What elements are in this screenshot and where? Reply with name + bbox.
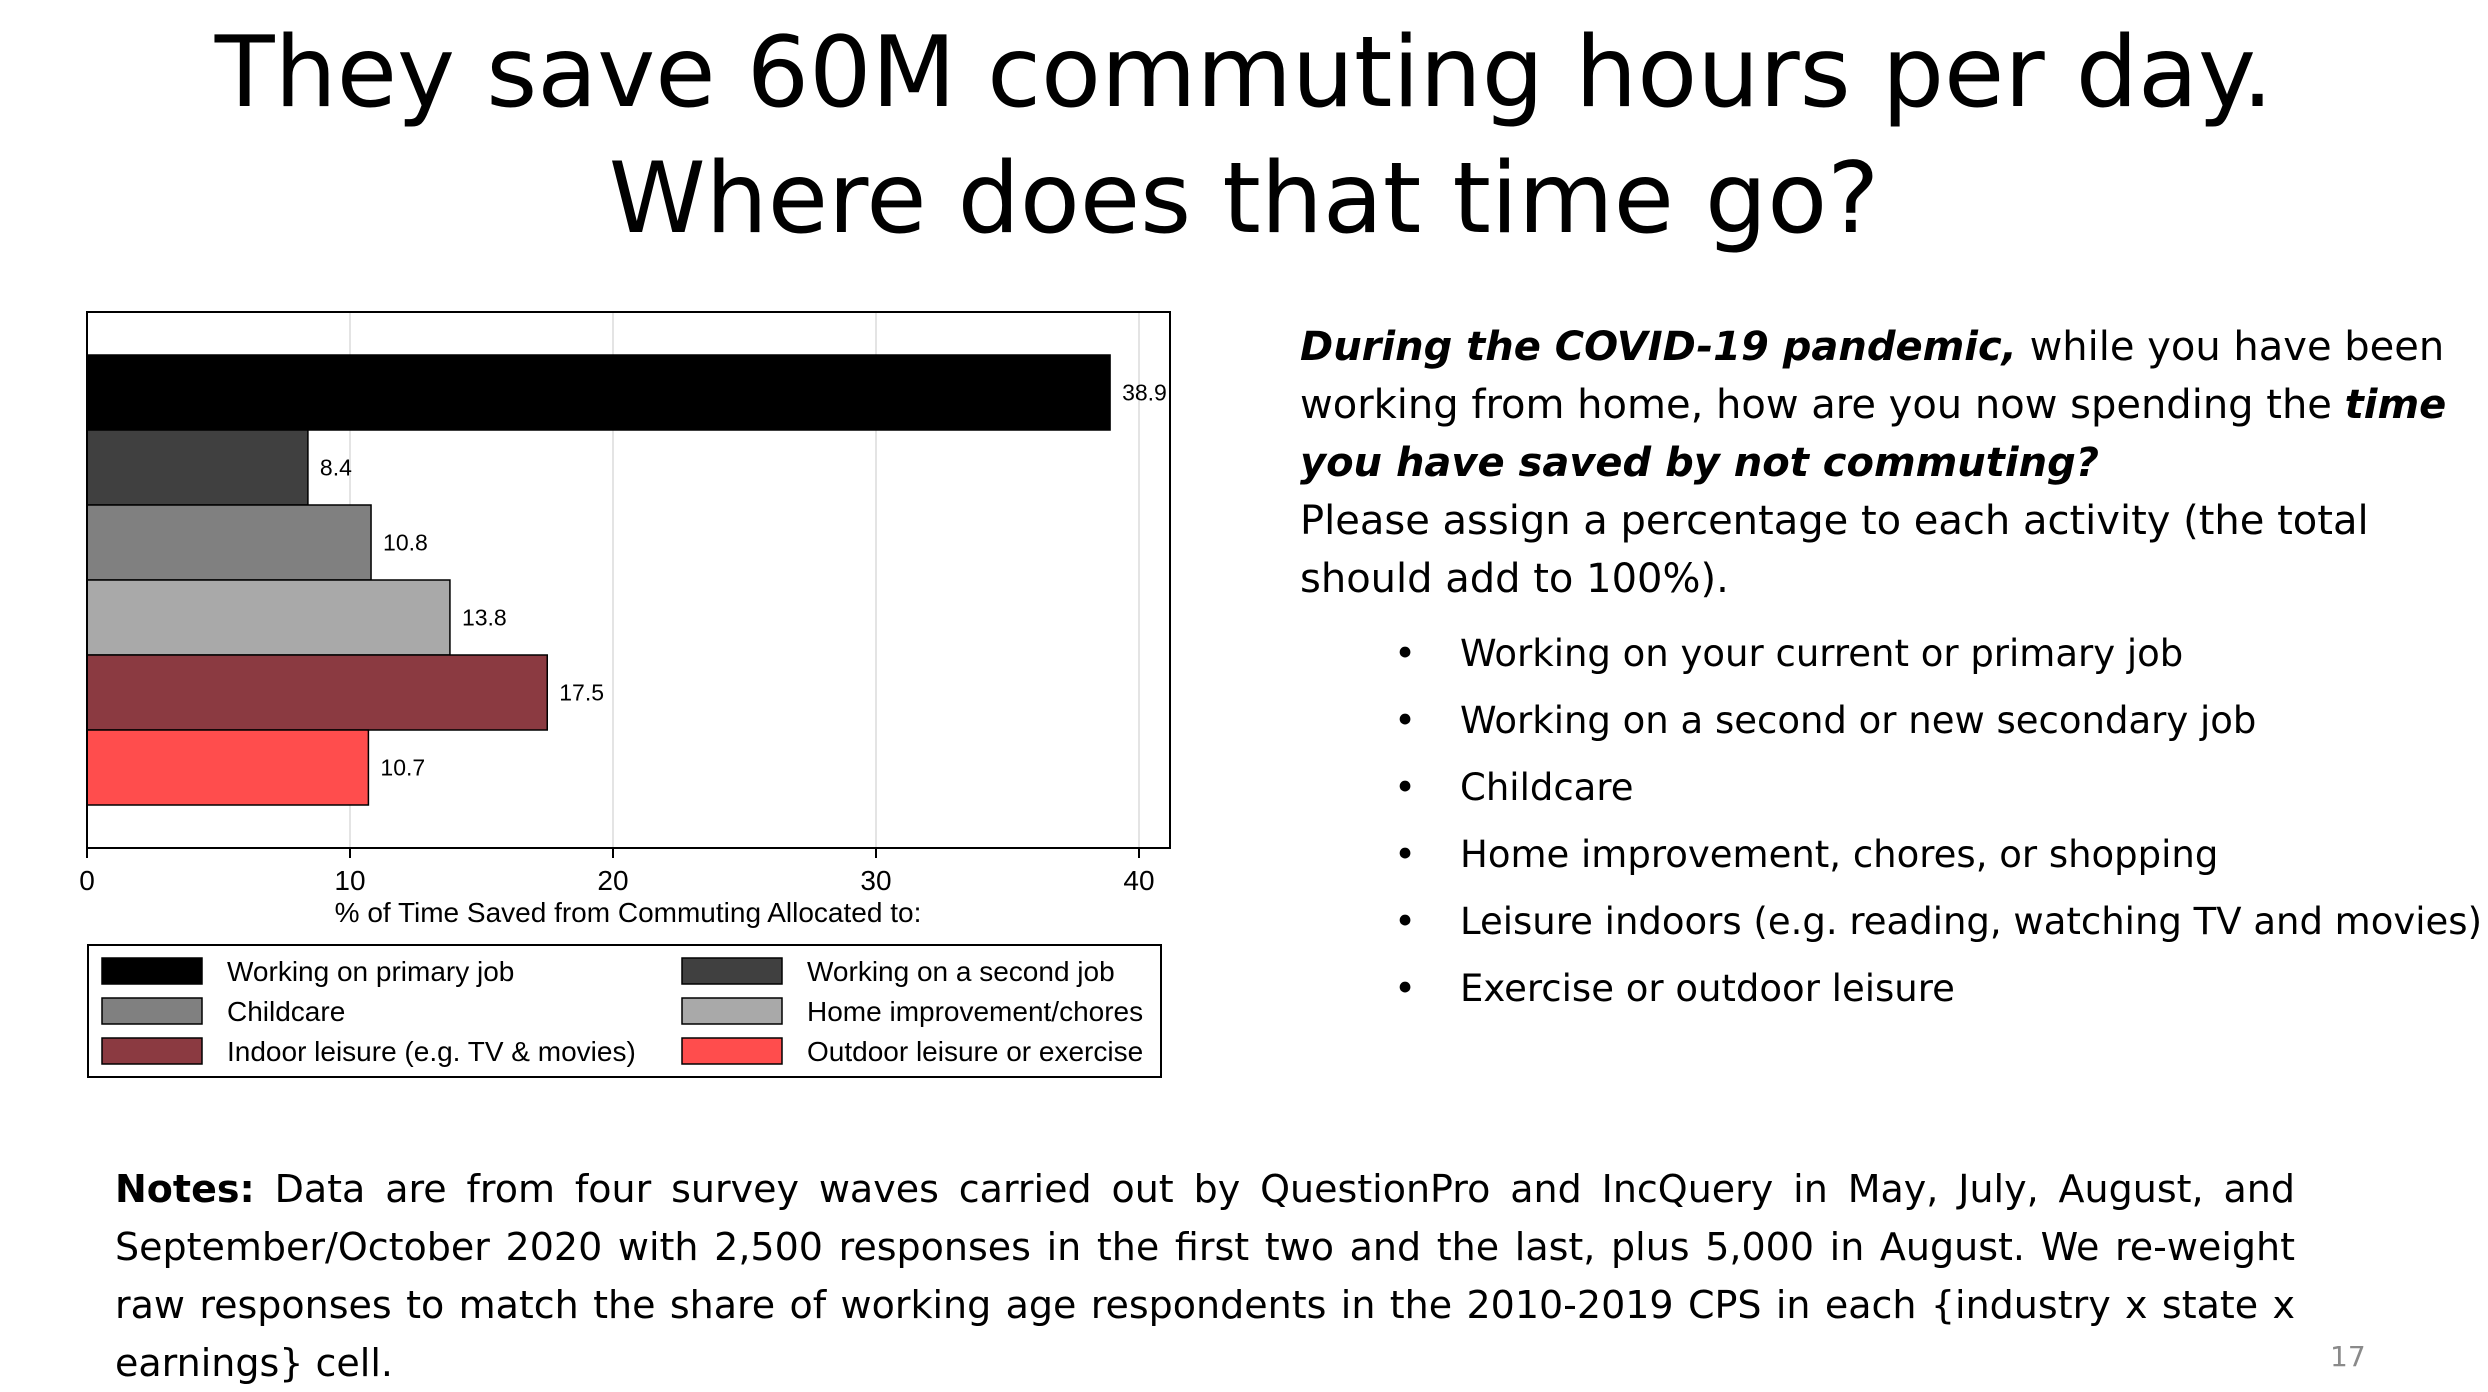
- legend-swatch: [682, 1038, 782, 1064]
- bullet-icon: •: [1394, 766, 1416, 809]
- legend-swatch: [102, 1038, 202, 1064]
- legend-label: Childcare: [227, 996, 346, 1027]
- activity-list-item: [1390, 888, 2482, 955]
- notes-text: Data are from four survey waves carried out by QuestionPro and IncQuery in May, July, August, and September/October 2020 with 2,500 responses in the first two and the last, plus 5,000 in August. We re-weight raw responses to match the share of working age respondents in the 2010-2019 CPS in each {industry x state x earnings} cell.: [115, 1167, 2295, 1385]
- x-axis-label: % of Time Saved from Commuting Allocated to:: [334, 897, 922, 928]
- bar-value-label: 8.4: [319, 454, 352, 481]
- question-emphasis-pandemic: During the COVID-19 pandemic,: [1300, 324, 2017, 370]
- page-number: 17: [2330, 1340, 2366, 1373]
- x-tick-label: 40: [1123, 865, 1155, 896]
- x-tick-label: 20: [597, 865, 629, 896]
- x-tick-label: 30: [860, 865, 892, 896]
- activity-label: Working on your current or primary job: [1460, 632, 2184, 675]
- x-tick-label: 10: [334, 865, 366, 896]
- bullet-icon: •: [1394, 632, 1416, 675]
- title-line-1: They save 60M commuting hours per day.: [214, 16, 2274, 130]
- x-tick-label: 0: [79, 865, 95, 896]
- bar: [87, 505, 371, 580]
- activity-list-item: [1390, 754, 2482, 821]
- legend-label: Outdoor leisure or exercise: [807, 1036, 1144, 1067]
- legend-swatch: [682, 998, 782, 1024]
- activity-list-item: [1390, 821, 2482, 888]
- legend-swatch: [102, 998, 202, 1024]
- activity-label: Exercise or outdoor leisure: [1460, 967, 1955, 1010]
- bar-value-label: 13.8: [461, 604, 507, 631]
- legend-swatch: [682, 958, 782, 984]
- bar-value-label: 17.5: [559, 679, 605, 706]
- title-line-2: Where does that time go?: [608, 142, 1880, 256]
- notes-label: Notes:: [115, 1167, 255, 1211]
- question-emphasis-time: time you have saved by not commuting?: [1300, 382, 2447, 486]
- bar-value-label: 10.7: [380, 754, 426, 781]
- activity-label: Childcare: [1460, 766, 1634, 809]
- bar-value-label: 38.9: [1122, 379, 1167, 406]
- legend-label: Working on a second job: [807, 956, 1115, 987]
- legend-label: Home improvement/chores: [807, 996, 1144, 1027]
- bar: [87, 730, 368, 805]
- bar-chart: [0, 0, 1200, 1090]
- bullet-icon: •: [1394, 900, 1416, 943]
- bar: [87, 655, 547, 730]
- bar: [87, 580, 450, 655]
- activity-list-item: [1390, 955, 2482, 1022]
- bullet-icon: •: [1394, 967, 1416, 1010]
- bullet-icon: •: [1394, 699, 1416, 742]
- notes: [115, 1160, 2295, 1392]
- bar-value-label: 10.8: [383, 529, 428, 556]
- legend-label: Indoor leisure (e.g. TV & movies): [227, 1036, 636, 1067]
- activity-label: Home improvement, chores, or shopping: [1460, 833, 2219, 876]
- activity-label: Leisure indoors (e.g. reading, watching TV and movies): [1460, 900, 2483, 943]
- activity-list-item: [1390, 687, 2482, 754]
- bar: [87, 430, 308, 505]
- legend-label: Working on primary job: [227, 956, 515, 987]
- question-instruction: Please assign a percentage to each activity (the total should add to 100%).: [1300, 498, 2369, 602]
- legend-swatch: [102, 958, 202, 984]
- survey-question: [1300, 318, 2470, 608]
- activity-list-item: [1390, 620, 2482, 687]
- question-text: while you have been working from home, how are you now spending the: [1300, 324, 2445, 428]
- activity-label: Working on a second or new secondary job: [1460, 699, 2257, 742]
- bar: [87, 355, 1110, 430]
- bullet-icon: •: [1394, 833, 1416, 876]
- activity-list: [1390, 620, 2482, 1022]
